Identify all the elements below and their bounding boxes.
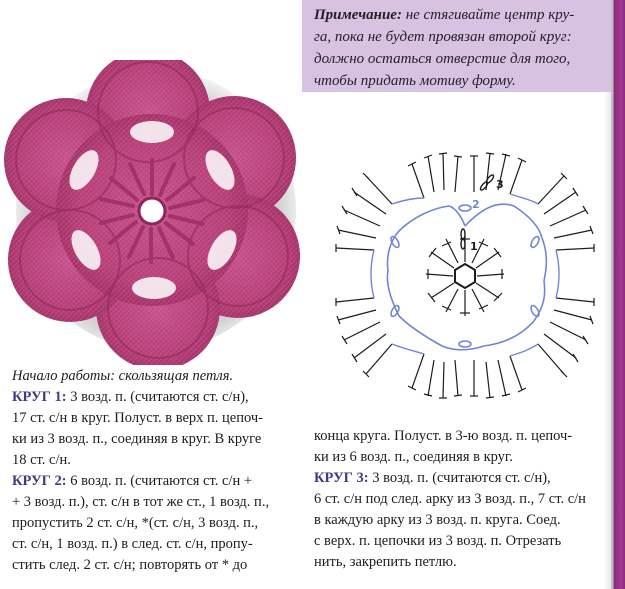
- start-instruction: Начало работы: скользящая петля.: [12, 368, 234, 384]
- note-line-2: га, пока не будет провязан второй круг:: [314, 29, 572, 45]
- page-edge-stripe: [611, 0, 625, 589]
- round2-line-3: пропустить 2 ст. с/н, *(ст. с/н, 3 возд. п.,: [12, 515, 259, 531]
- round2-line-5: стить след. 2 ст. с/н; повторять от * до: [12, 557, 248, 573]
- round1-line-4: 18 ст. с/н.: [12, 452, 71, 468]
- chart-center-ring: [455, 264, 475, 288]
- round3-line-4: с верх. п. цепочки из 3 возд. п. Отрезать: [314, 533, 562, 549]
- round1-label: КРУГ 1:: [12, 389, 67, 405]
- note-label: Примечание:: [314, 7, 402, 23]
- round2-cont-line-2: ки из 6 возд. п., соединяя в круг.: [314, 449, 513, 465]
- round-number-1: 1: [470, 240, 478, 253]
- round2-line-4: ст. с/н, 1 возд. п.) в след. ст. с/н, пропу-: [12, 536, 253, 552]
- note-text: [314, 4, 604, 92]
- round2-line-1: КРУГ 2: 6 возд. п. (считаются ст. с/н +: [12, 473, 253, 489]
- round3-line-2: 6 ст. с/н под след. арку из 3 возд. п., 7 ст. с/н: [314, 491, 586, 507]
- round3-line-1: КРУГ 3: 3 возд. п. (считаются ст. с/н),: [314, 470, 551, 486]
- note-line-1: Примечание: не стягивайте центр кру-: [314, 7, 575, 23]
- round-number-3: 3: [496, 178, 504, 191]
- round2-cont-line-1: конца круга. Полуст. в 3-ю возд. п. цепоч-: [314, 428, 573, 444]
- round3-line-3: в каждую арку из 3 возд. п. круга. Соед.: [314, 512, 561, 528]
- instructions-left-column: [12, 366, 304, 576]
- note-line-4: чтобы придать мотиву форму.: [314, 73, 516, 89]
- round3-line-5: нить, закрепить петлю.: [314, 554, 457, 570]
- round2-line-2: + 3 возд. п.), ст. с/н в тот же ст., 1 возд. п.,: [12, 494, 270, 510]
- round1-line-2: 17 ст. с/н в круг. Полуст. в верх п. цепоч-: [12, 410, 263, 426]
- crochet-motif-photo: [0, 60, 320, 365]
- crochet-chart-diagram: [324, 146, 606, 402]
- round-number-2: 2: [472, 198, 480, 211]
- note-line-3: должно остаться отверстие для того,: [314, 51, 571, 67]
- round2-label: КРУГ 2:: [12, 473, 67, 489]
- instructions-right-column: [314, 426, 602, 573]
- round1-line-1: КРУГ 1: 3 возд. п. (считаются ст. с/н),: [12, 389, 249, 405]
- round3-label: КРУГ 3:: [314, 470, 369, 486]
- round1-line-3: ки из 3 возд. п., соединяя в круг. В круге: [12, 431, 262, 447]
